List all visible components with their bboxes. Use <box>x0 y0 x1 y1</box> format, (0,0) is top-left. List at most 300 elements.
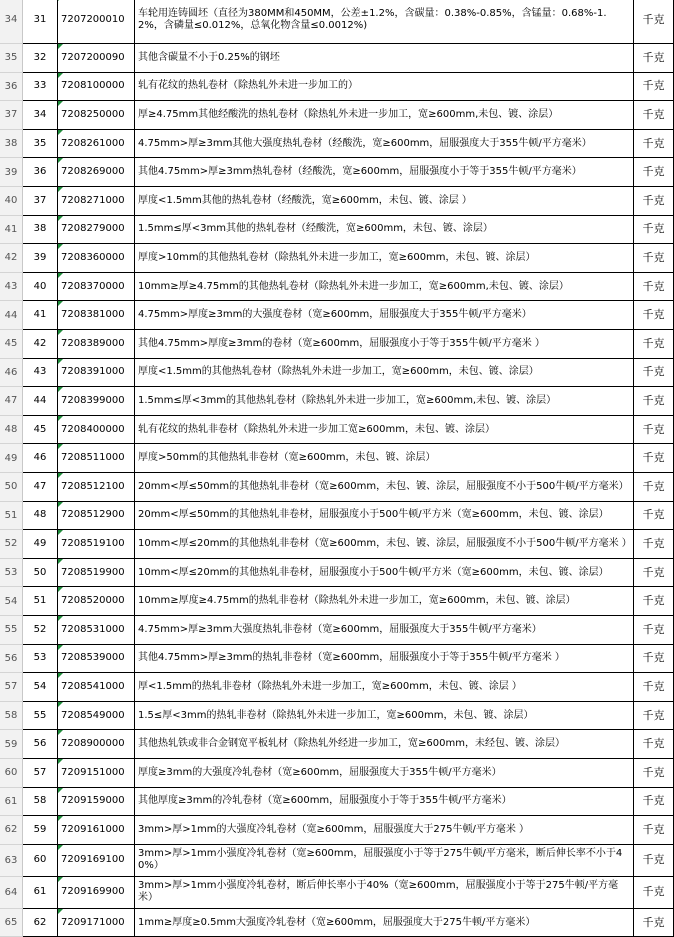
cell-description[interactable] <box>135 645 634 674</box>
cell-seq[interactable] <box>23 702 58 731</box>
cell-description[interactable] <box>135 73 634 102</box>
cell-seq[interactable] <box>23 909 58 937</box>
cell-unit-text: 千克 <box>642 393 665 407</box>
cell-unit[interactable] <box>634 816 674 845</box>
table-row[interactable] <box>0 788 674 817</box>
row-header[interactable] <box>0 702 23 731</box>
cell-hs-code[interactable] <box>58 387 135 416</box>
cell-code-text: 7208389000 <box>61 337 125 349</box>
cell-seq-text: 33 <box>33 80 47 92</box>
table-row[interactable] <box>0 759 674 788</box>
row-header[interactable] <box>0 216 23 245</box>
cell-seq[interactable] <box>23 130 58 159</box>
cell-description[interactable] <box>135 759 634 788</box>
cell-desc-text: 20mm<厚≤50mm的其他热轧非卷材，屈服强度小于500牛顿/平方米（宽≥600mm，未包、镀、涂层） <box>138 509 609 521</box>
cell-seq[interactable] <box>23 877 58 909</box>
row-header[interactable] <box>0 502 23 531</box>
row-header[interactable] <box>0 444 23 473</box>
cell-description[interactable] <box>135 702 634 731</box>
cell-unit[interactable] <box>634 158 674 187</box>
cell-unit[interactable] <box>634 244 674 273</box>
cell-seq[interactable] <box>23 788 58 817</box>
cell-desc-text: 4.75mm>厚≥3mm大强度热轧非卷材（宽≥600mm，屈服强度大于355牛顿/平方毫米） <box>138 623 542 635</box>
cell-seq[interactable] <box>23 301 58 330</box>
cell-unit-text: 千克 <box>642 422 665 436</box>
cell-code-text: 7208900000 <box>61 738 125 750</box>
row-header[interactable] <box>0 0 23 44</box>
cell-hs-code[interactable] <box>58 816 135 845</box>
cell-desc-text: 1.5≤厚<3mm的热轧非卷材（除热轧外未进一步加工，宽≥600mm，未包、镀、涂层） <box>138 709 534 721</box>
cell-description[interactable] <box>135 673 634 702</box>
cell-seq[interactable] <box>23 730 58 759</box>
cell-unit-text: 千克 <box>642 336 665 350</box>
table-row[interactable] <box>0 416 674 445</box>
cell-rownum-text: 42 <box>4 252 18 264</box>
cell-rownum-text: 40 <box>4 195 18 207</box>
cell-unit-text: 千克 <box>642 79 665 93</box>
table-row[interactable] <box>0 44 674 73</box>
cell-unit-text: 千克 <box>642 565 665 579</box>
table-row[interactable] <box>0 187 674 216</box>
row-header[interactable] <box>0 101 23 130</box>
cell-hs-code[interactable] <box>58 616 135 645</box>
cell-hs-code[interactable] <box>58 187 135 216</box>
cell-unit-text: 千克 <box>642 679 665 693</box>
cell-description[interactable] <box>135 616 634 645</box>
cell-seq[interactable] <box>23 645 58 674</box>
cell-seq-text: 53 <box>33 652 47 664</box>
cell-description[interactable] <box>135 502 634 531</box>
cell-seq[interactable] <box>23 387 58 416</box>
cell-desc-text: 4.75mm>厚度≥3mm的大强度卷材（宽≥600mm，屈服强度大于355牛顿/平方毫米） <box>138 309 532 321</box>
cell-seq-text: 51 <box>33 595 47 607</box>
cell-rownum-text: 47 <box>4 395 18 407</box>
cell-description[interactable] <box>135 387 634 416</box>
cell-description[interactable] <box>135 816 634 845</box>
cell-desc-text: 4.75mm>厚≥3mm其他大强度热轧卷材（经酸洗，宽≥600mm，屈服强度大于355牛顿/平方毫米） <box>138 137 592 149</box>
cell-rownum-text: 59 <box>4 738 18 750</box>
cell-unit[interactable] <box>634 909 674 937</box>
cell-unit[interactable] <box>634 44 674 73</box>
cell-code-text: 7209169100 <box>61 854 125 866</box>
cell-description[interactable] <box>135 877 634 909</box>
cell-unit[interactable] <box>634 101 674 130</box>
cell-unit-text: 千克 <box>642 308 665 322</box>
cell-unit[interactable] <box>634 530 674 559</box>
cell-seq-text: 50 <box>33 566 47 578</box>
row-header[interactable] <box>0 673 23 702</box>
table-row[interactable] <box>0 330 674 359</box>
cell-seq-text: 42 <box>33 337 47 349</box>
cell-code-text: 7208100000 <box>61 80 125 92</box>
cell-hs-code[interactable] <box>58 158 135 187</box>
cell-desc-text: 1.5mm≤厚<3mm的其他热轧卷材（除热轧外未进一步加工，宽≥600mm,未包、镀、涂层） <box>138 394 557 406</box>
cell-desc-text: 厚度>50mm的其他热轧非卷材（宽≥600mm，未包、镀、涂层） <box>138 452 436 464</box>
cell-hs-code[interactable] <box>58 645 135 674</box>
cell-hs-code[interactable] <box>58 502 135 531</box>
table-row[interactable] <box>0 559 674 588</box>
cell-seq[interactable] <box>23 44 58 73</box>
cell-seq[interactable] <box>23 845 58 877</box>
cell-unit-text: 千克 <box>642 853 665 867</box>
table-row[interactable] <box>0 587 674 616</box>
cell-seq-text: 59 <box>33 823 47 835</box>
cell-unit[interactable] <box>634 877 674 909</box>
cell-unit[interactable] <box>634 387 674 416</box>
cell-description[interactable] <box>135 330 634 359</box>
table-row[interactable] <box>0 101 674 130</box>
cell-description[interactable] <box>135 788 634 817</box>
cell-desc-text: 其他4.75mm>厚度≥3mm的卷材（宽≥600mm，屈服强度小于等于355牛顿/平方毫米 ） <box>138 337 545 349</box>
table-row[interactable] <box>0 909 674 937</box>
cell-unit-text: 千克 <box>642 885 665 899</box>
table-row[interactable] <box>0 216 674 245</box>
cell-hs-code[interactable] <box>58 730 135 759</box>
cell-hs-code[interactable] <box>58 444 135 473</box>
cell-seq[interactable] <box>23 359 58 388</box>
table-row[interactable] <box>0 530 674 559</box>
cell-unit[interactable] <box>634 130 674 159</box>
cell-unit[interactable] <box>634 187 674 216</box>
row-header[interactable] <box>0 416 23 445</box>
cell-seq[interactable] <box>23 244 58 273</box>
table-row[interactable] <box>0 387 674 416</box>
cell-seq-text: 47 <box>33 480 47 492</box>
cell-seq-text: 32 <box>33 51 47 63</box>
cell-code-text: 7209151000 <box>61 766 125 778</box>
row-header[interactable] <box>0 158 23 187</box>
cell-unit[interactable] <box>634 788 674 817</box>
cell-desc-text: 厚度<1.5mm的其他热轧卷材（除热轧外未进一步加工，宽≥600mm，未包、镀、涂层） <box>138 366 539 378</box>
cell-seq[interactable] <box>23 816 58 845</box>
cell-description[interactable] <box>135 444 634 473</box>
cell-unit[interactable] <box>634 587 674 616</box>
cell-code-text: 7208541000 <box>61 680 125 692</box>
cell-rownum-text: 65 <box>4 917 18 929</box>
cell-desc-text: 其他热轧铁或非合金钢宽平板轧材（除热轧外经进一步加工，宽≥600mm，未经包、镀、涂层） <box>138 738 565 750</box>
cell-code-text: 7208531000 <box>61 623 125 635</box>
cell-description[interactable] <box>135 44 634 73</box>
cell-seq[interactable] <box>23 616 58 645</box>
cell-desc-text: 3mm>厚>1mm小强度冷轧卷材（宽≥600mm，屈服强度小于等于275牛顿/平方毫米，断后伸长率不小于40%） <box>138 848 623 872</box>
cell-seq[interactable] <box>23 502 58 531</box>
row-header[interactable] <box>0 645 23 674</box>
cell-seq-text: 54 <box>33 680 47 692</box>
cell-hs-code[interactable] <box>58 559 135 588</box>
cell-description[interactable] <box>135 359 634 388</box>
cell-desc-text: 厚度>10mm的其他热轧卷材（除热轧外未进一步加工，宽≥600mm，未包、镀、涂层） <box>138 251 536 263</box>
cell-unit[interactable] <box>634 216 674 245</box>
cell-desc-text: 轧有花纹的热轧非卷材（除热轧外未进一步加工宽≥600mm，未包、镀、涂层） <box>138 423 495 435</box>
cell-hs-code[interactable] <box>58 101 135 130</box>
row-header[interactable] <box>0 330 23 359</box>
cell-seq[interactable] <box>23 216 58 245</box>
cell-seq-text: 31 <box>33 13 47 25</box>
cell-rownum-text: 57 <box>4 681 18 693</box>
cell-unit-text: 千克 <box>642 451 665 465</box>
cell-rownum-text: 37 <box>4 109 18 121</box>
cell-code-text: 7208519100 <box>61 537 125 549</box>
table-row[interactable] <box>0 130 674 159</box>
cell-unit[interactable] <box>634 559 674 588</box>
cell-hs-code[interactable] <box>58 0 135 44</box>
table-row[interactable] <box>0 158 674 187</box>
cell-unit[interactable] <box>634 645 674 674</box>
cell-hs-code[interactable] <box>58 845 135 877</box>
cell-unit-text: 千克 <box>642 737 665 751</box>
row-header[interactable] <box>0 759 23 788</box>
cell-unit-text: 千克 <box>642 822 665 836</box>
cell-unit[interactable] <box>634 444 674 473</box>
cell-desc-text: 10mm≥厚≥4.75mm的其他热轧卷材（除热轧外未进一步加工，宽≥600mm,未包、镀、涂层） <box>138 280 569 292</box>
cell-seq[interactable] <box>23 0 58 44</box>
cell-unit[interactable] <box>634 845 674 877</box>
cell-hs-code[interactable] <box>58 530 135 559</box>
cell-code-text: 7208400000 <box>61 423 125 435</box>
cell-description[interactable] <box>135 101 634 130</box>
row-header[interactable] <box>0 130 23 159</box>
row-header[interactable] <box>0 387 23 416</box>
cell-description[interactable] <box>135 273 634 302</box>
table-row[interactable] <box>0 359 674 388</box>
row-header[interactable] <box>0 616 23 645</box>
cell-hs-code[interactable] <box>58 73 135 102</box>
row-header[interactable] <box>0 530 23 559</box>
cell-rownum-text: 53 <box>4 567 18 579</box>
cell-seq[interactable] <box>23 187 58 216</box>
cell-desc-text: 10mm<厚≤20mm的其他热轧非卷材，屈服强度小于500牛顿/平方米（宽≥600mm，未包、镀、涂层） <box>138 566 609 578</box>
cell-code-text: 7208520000 <box>61 595 125 607</box>
cell-code-text: 7207200010 <box>61 13 125 25</box>
cell-description[interactable] <box>135 730 634 759</box>
cell-description[interactable] <box>135 301 634 330</box>
table-row[interactable] <box>0 473 674 502</box>
row-header[interactable] <box>0 845 23 877</box>
table-row[interactable] <box>0 73 674 102</box>
cell-unit[interactable] <box>634 730 674 759</box>
cell-hs-code[interactable] <box>58 587 135 616</box>
cell-desc-text: 轧有花纹的热轧卷材（除热轧外未进一步加工的） <box>138 80 358 92</box>
cell-description[interactable] <box>135 244 634 273</box>
cell-unit[interactable] <box>634 416 674 445</box>
cell-description[interactable] <box>135 845 634 877</box>
cell-rownum-text: 48 <box>4 424 18 436</box>
cell-unit[interactable] <box>634 301 674 330</box>
table-row[interactable] <box>0 845 674 877</box>
cell-unit[interactable] <box>634 673 674 702</box>
row-header[interactable] <box>0 73 23 102</box>
cell-seq-text: 45 <box>33 423 47 435</box>
cell-description[interactable] <box>135 187 634 216</box>
cell-seq[interactable] <box>23 473 58 502</box>
row-header[interactable] <box>0 187 23 216</box>
row-header[interactable] <box>0 816 23 845</box>
cell-seq-text: 48 <box>33 509 47 521</box>
cell-unit-text: 千克 <box>642 12 665 26</box>
cell-seq-text: 46 <box>33 452 47 464</box>
row-header[interactable] <box>0 473 23 502</box>
cell-description[interactable] <box>135 216 634 245</box>
cell-desc-text: 其他厚度≥3mm的冷轧卷材（宽≥600mm，屈服强度小于等于355牛顿/平方毫米） <box>138 795 512 807</box>
cell-seq[interactable] <box>23 416 58 445</box>
cell-unit-text: 千克 <box>642 50 665 64</box>
cell-desc-text: 厚<1.5mm的热轧非卷材（除热轧外未进一步加工，宽≥600mm，未包、镀、涂层 ） <box>138 680 522 692</box>
cell-unit[interactable] <box>634 702 674 731</box>
cell-seq-text: 43 <box>33 366 47 378</box>
cell-seq[interactable] <box>23 587 58 616</box>
cell-rownum-text: 56 <box>4 652 18 664</box>
row-header[interactable] <box>0 244 23 273</box>
table-row[interactable] <box>0 301 674 330</box>
cell-hs-code[interactable] <box>58 788 135 817</box>
cell-seq-text: 37 <box>33 194 47 206</box>
cell-description[interactable] <box>135 530 634 559</box>
row-header[interactable] <box>0 788 23 817</box>
row-header[interactable] <box>0 730 23 759</box>
table-row[interactable] <box>0 502 674 531</box>
table-row[interactable] <box>0 877 674 909</box>
row-header[interactable] <box>0 559 23 588</box>
cell-seq-text: 61 <box>33 886 47 898</box>
cell-seq[interactable] <box>23 273 58 302</box>
row-header[interactable] <box>0 273 23 302</box>
cell-rownum-text: 35 <box>4 52 18 64</box>
cell-desc-text: 厚度≥3mm的大强度冷轧卷材（宽≥600mm，屈服强度大于355牛顿/平方毫米） <box>138 766 502 778</box>
cell-description[interactable] <box>135 0 634 44</box>
table-row[interactable] <box>0 673 674 702</box>
cell-desc-text: 1mm≥厚度≥0.5mm大强度冷轧卷材（宽≥600mm，屈服强度大于275牛顿/平方毫米） <box>138 916 536 928</box>
cell-hs-code[interactable] <box>58 759 135 788</box>
cell-rownum-text: 58 <box>4 710 18 722</box>
cell-description[interactable] <box>135 158 634 187</box>
table-row[interactable] <box>0 444 674 473</box>
row-header[interactable] <box>0 909 23 937</box>
cell-unit-text: 千克 <box>642 165 665 179</box>
cell-code-text: 7208269000 <box>61 166 125 178</box>
cell-desc-text: 其他4.75mm>厚≥3mm热轧卷材（经酸洗，宽≥600mm，屈服强度小于等于355牛顿/平方毫米） <box>138 166 582 178</box>
cell-desc-text: 3mm>厚>1mm小强度冷轧卷材，断后伸长率小于40%（宽≥600mm，屈服强度小于等于275牛顿/平方毫米） <box>138 880 619 904</box>
cell-hs-code[interactable] <box>58 702 135 731</box>
cell-code-text: 7208261000 <box>61 137 125 149</box>
cell-code-text: 7208549000 <box>61 709 125 721</box>
cell-code-text: 7207200090 <box>61 51 125 63</box>
cell-unit-text: 千克 <box>642 107 665 121</box>
cell-unit[interactable] <box>634 330 674 359</box>
cell-seq[interactable] <box>23 559 58 588</box>
row-header[interactable] <box>0 877 23 909</box>
cell-hs-code[interactable] <box>58 473 135 502</box>
cell-unit[interactable] <box>634 273 674 302</box>
table-row[interactable] <box>0 0 674 44</box>
table-row[interactable] <box>0 244 674 273</box>
cell-hs-code[interactable] <box>58 909 135 937</box>
cell-desc-text: 3mm>厚>1mm的大强度冷轧卷材（宽≥600mm，屈服强度大于275牛顿/平方毫米 ） <box>138 823 530 835</box>
cell-seq[interactable] <box>23 101 58 130</box>
cell-seq-text: 39 <box>33 251 47 263</box>
cell-hs-code[interactable] <box>58 877 135 909</box>
cell-unit[interactable] <box>634 0 674 44</box>
cell-hs-code[interactable] <box>58 416 135 445</box>
cell-seq-text: 60 <box>33 854 47 866</box>
cell-code-text: 7208271000 <box>61 194 125 206</box>
cell-seq-text: 56 <box>33 738 47 750</box>
cell-description[interactable] <box>135 130 634 159</box>
cell-unit-text: 千克 <box>642 222 665 236</box>
cell-description[interactable] <box>135 416 634 445</box>
cell-description[interactable] <box>135 587 634 616</box>
cell-unit[interactable] <box>634 502 674 531</box>
cell-unit[interactable] <box>634 73 674 102</box>
cell-code-text: 7208279000 <box>61 223 125 235</box>
cell-unit-text: 千克 <box>642 651 665 665</box>
table-row[interactable] <box>0 730 674 759</box>
cell-rownum-text: 60 <box>4 767 18 779</box>
cell-unit[interactable] <box>634 759 674 788</box>
cell-unit-text: 千克 <box>642 708 665 722</box>
cell-code-text: 7208539000 <box>61 652 125 664</box>
row-header[interactable] <box>0 44 23 73</box>
cell-seq[interactable] <box>23 73 58 102</box>
cell-description[interactable] <box>135 909 634 937</box>
row-header[interactable] <box>0 359 23 388</box>
cell-hs-code[interactable] <box>58 359 135 388</box>
cell-seq[interactable] <box>23 444 58 473</box>
cell-seq[interactable] <box>23 158 58 187</box>
cell-unit[interactable] <box>634 473 674 502</box>
cell-hs-code[interactable] <box>58 44 135 73</box>
cell-seq-text: 57 <box>33 766 47 778</box>
cell-seq[interactable] <box>23 759 58 788</box>
cell-unit[interactable] <box>634 616 674 645</box>
cell-hs-code[interactable] <box>58 244 135 273</box>
cell-seq-text: 35 <box>33 137 47 149</box>
cell-hs-code[interactable] <box>58 216 135 245</box>
cell-seq-text: 36 <box>33 166 47 178</box>
cell-description[interactable] <box>135 559 634 588</box>
cell-rownum-text: 62 <box>4 824 18 836</box>
cell-rownum-text: 49 <box>4 452 18 464</box>
cell-hs-code[interactable] <box>58 330 135 359</box>
table-row[interactable] <box>0 645 674 674</box>
cell-seq[interactable] <box>23 530 58 559</box>
cell-hs-code[interactable] <box>58 301 135 330</box>
cell-unit[interactable] <box>634 359 674 388</box>
cell-code-text: 7208250000 <box>61 108 125 120</box>
table-row[interactable] <box>0 702 674 731</box>
cell-code-text: 7208391000 <box>61 366 125 378</box>
table-row[interactable] <box>0 616 674 645</box>
cell-desc-text: 车轮用连铸圆坯（直径为380MM和450MM，公差±1.2%，含碳量：0.38%-0.85%，含锰量：0.68%-1.2%，含磷量≤0.012%，总氧化物含量≤0.0012%) <box>138 7 607 31</box>
cell-code-text: 7208511000 <box>61 452 125 464</box>
cell-seq[interactable] <box>23 330 58 359</box>
cell-code-text: 7208370000 <box>61 280 125 292</box>
cell-rownum-text: 39 <box>4 166 18 178</box>
cell-seq-text: 44 <box>33 394 47 406</box>
cell-rownum-text: 45 <box>4 338 18 350</box>
cell-hs-code[interactable] <box>58 273 135 302</box>
cell-desc-text: 1.5mm≤厚<3mm其他的热轧卷材（经酸洗，宽≥600mm，未包、镀、涂层） <box>138 223 493 235</box>
row-header[interactable] <box>0 301 23 330</box>
cell-description[interactable] <box>135 473 634 502</box>
cell-seq[interactable] <box>23 673 58 702</box>
table-row[interactable] <box>0 816 674 845</box>
cell-hs-code[interactable] <box>58 130 135 159</box>
cell-hs-code[interactable] <box>58 673 135 702</box>
table-row[interactable] <box>0 273 674 302</box>
row-header[interactable] <box>0 587 23 616</box>
cell-unit-text: 千克 <box>642 794 665 808</box>
cell-unit-text: 千克 <box>642 250 665 264</box>
